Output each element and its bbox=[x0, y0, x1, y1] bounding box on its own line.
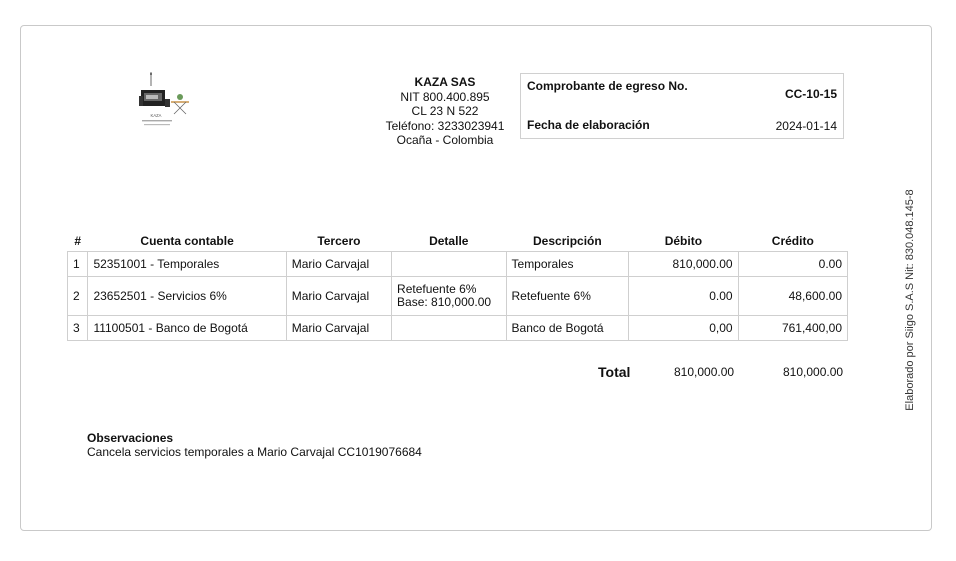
row-description: Banco de Bogotá bbox=[506, 316, 629, 341]
document-page bbox=[20, 25, 932, 531]
company-name: KAZA SAS bbox=[414, 75, 476, 89]
voucher-date-label: Fecha de elaboración bbox=[527, 118, 650, 132]
voucher-number-label: Comprobante de egreso No. bbox=[527, 79, 688, 93]
observations-text: Cancela servicios temporales a Mario Carvajal CC1019076684 bbox=[87, 445, 422, 459]
company-nit: NIT 800.400.895 bbox=[400, 89, 490, 104]
row-index: 2 bbox=[68, 277, 88, 316]
table-row bbox=[68, 316, 848, 341]
observations-section bbox=[87, 431, 422, 459]
col-header-description: Descripción bbox=[533, 234, 602, 248]
svg-text:KAZA: KAZA bbox=[150, 113, 162, 118]
observations-title: Observaciones bbox=[87, 431, 174, 445]
table-row bbox=[68, 277, 848, 316]
row-detail bbox=[392, 277, 506, 316]
col-header-detail: Detalle bbox=[429, 234, 469, 248]
row-detail-line: Retefuente 6% bbox=[397, 281, 477, 296]
row-third-party: Mario Carvajal bbox=[286, 277, 391, 316]
company-phone: Teléfono: 3233023941 bbox=[385, 118, 505, 133]
row-account: 52351001 - Temporales bbox=[88, 252, 286, 277]
company-logo bbox=[138, 70, 194, 132]
col-header-credit: Crédito bbox=[771, 234, 814, 248]
row-credit: 48,600.00 bbox=[738, 277, 847, 316]
row-description: Temporales bbox=[506, 252, 629, 277]
table-header-row bbox=[68, 231, 848, 252]
row-account: 11100501 - Banco de Bogotá bbox=[88, 316, 286, 341]
total-label: Total bbox=[598, 364, 631, 380]
row-credit: 761,400,00 bbox=[738, 316, 847, 341]
company-info bbox=[383, 75, 507, 148]
voucher-date: 2024-01-14 bbox=[775, 119, 837, 133]
total-credit: 810,000.00 bbox=[783, 365, 844, 379]
accounting-lines-table bbox=[67, 231, 848, 341]
total-debit: 810,000.00 bbox=[674, 365, 735, 379]
row-index: 3 bbox=[68, 316, 88, 341]
col-header-account: Cuenta contable bbox=[140, 234, 234, 248]
row-debit: 810,000.00 bbox=[629, 252, 738, 277]
voucher-number: CC-10-15 bbox=[784, 87, 837, 101]
row-detail bbox=[392, 316, 506, 341]
row-detail-base: Base: 810,000.00 bbox=[397, 295, 492, 309]
col-header-debit: Débito bbox=[664, 234, 703, 248]
voucher-box bbox=[520, 73, 844, 139]
row-third-party: Mario Carvajal bbox=[286, 252, 391, 277]
company-city: Ocaña - Colombia bbox=[396, 133, 494, 147]
table-row bbox=[68, 252, 848, 277]
row-index: 1 bbox=[68, 252, 88, 277]
issuer-vertical-note: Elaborado por Siigo S.A.S Nit: 830.048.145-8 bbox=[904, 189, 916, 411]
row-credit: 0.00 bbox=[738, 252, 847, 277]
row-detail bbox=[392, 252, 506, 277]
col-header-third-party: Tercero bbox=[317, 234, 361, 248]
row-description: Retefuente 6% bbox=[506, 277, 629, 316]
row-debit: 0.00 bbox=[629, 277, 738, 316]
row-third-party: Mario Carvajal bbox=[286, 316, 391, 341]
row-account: 23652501 - Servicios 6% bbox=[88, 277, 286, 316]
company-address: CL 23 N 522 bbox=[411, 104, 479, 118]
col-header-index: # bbox=[74, 234, 82, 248]
row-debit: 0,00 bbox=[629, 316, 738, 341]
